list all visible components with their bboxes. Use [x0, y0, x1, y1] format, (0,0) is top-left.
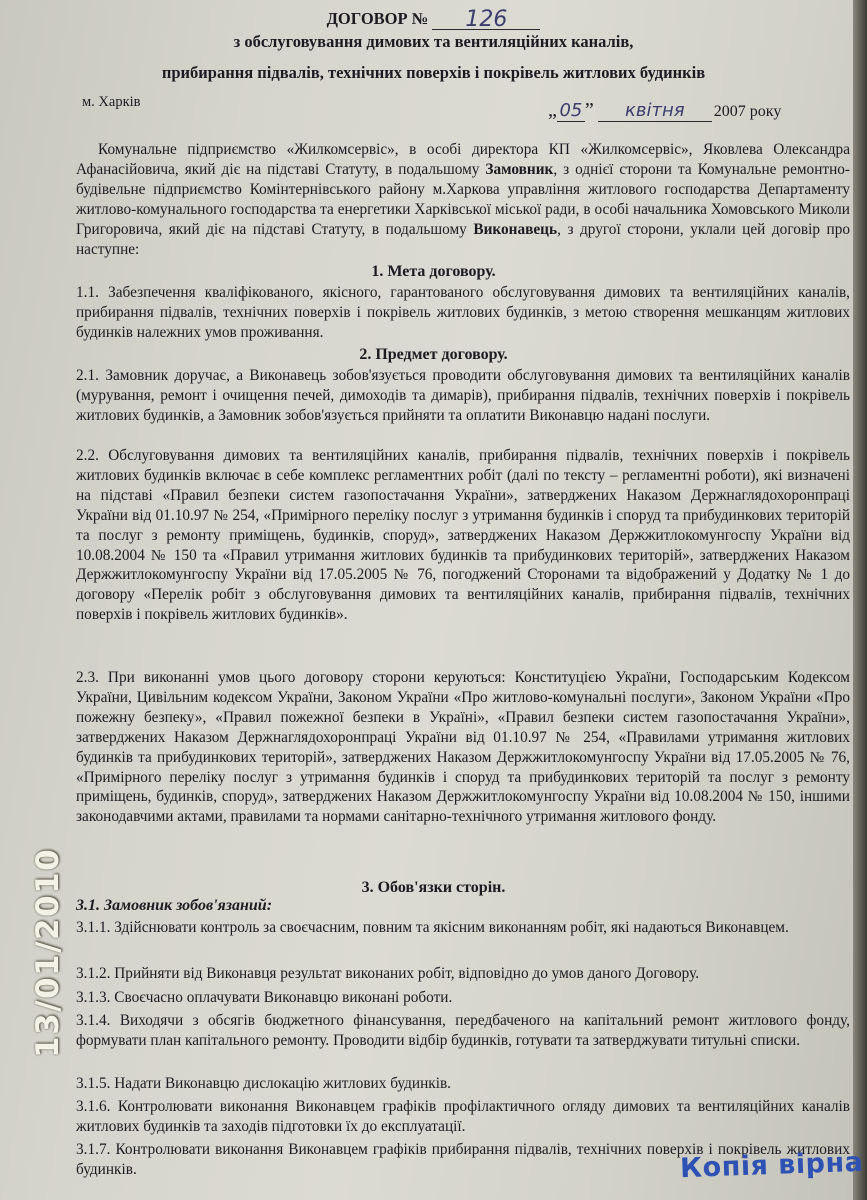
clause-3-1-1: 3.1.1. Здійснювати контроль за своєчасним, повним та якісним виконанням робіт, які надаються Виконавцем.: [76, 919, 789, 936]
clause-2-3: 2.3. При виконанні умов цього договору сторони керуються: Конституцією України, Господарським Кодексом України, Цивільним кодексом України, Законом України «Про житлово-комунальні послуги», Законом України «Про пожежну безпеку», «Правил пожежної безпеки в Україні», «Правил безпеки систем газопостачання України», затверджених Наказом Держнаглядохоронпраці України від 01.10.97 № 254, «Правилами утримання житлових будинків та прибудинкових територій», затверджених Наказом Держжитлокомунгоспу України від 17.05.2005 № 76, «Примірного переліку послуг з утримання будинків і споруд та прибудинкових територій та послуг з ремонту приміщень, будинків, споруд», затверджених Наказом Держжитлокомунгоспу України від 10.08.2004 № 150, іншими законодавчими актами, правилами та нормами санітарно-технічного утримання житлового фонду.: [76, 669, 850, 826]
contract-subtitle-1: з обслуговування димових та вентиляційних каналів,: [233, 32, 634, 51]
clause-3-1-4: 3.1.4. Виходячи з обсягів бюджетного фінансування, передбаченого на капітальний ремонт житлового фонду, формувати план капітального ремонту. Проводити відбір будинків, готувати та затверджувати титульні списки.: [76, 1012, 850, 1049]
date-day: 05: [557, 100, 585, 122]
clause-2-2: 2.2. Обслуговування димових та вентиляційних каналів, прибирання підвалів, технічних поверхів і покрівель житлових будинків включає в себе комплекс регламентних робіт (далі по тексту – регламентні роботи), які визначені на підставі «Правил безпеки систем газопостачання України», затверджених Наказом Держнаглядохоронпраці України від 01.10.97 № 254, «Примірного переліку послуг з утримання будинків і споруд та прибудинкових територій та послуг з ремонту приміщень, будинків, споруд», затверджених Наказом Держжитлокомунгоспу України від 10.08.2004 № 150 та «Правил утримання житлових будинків та прибудинкових територій», затверджених Наказом Держжитлокомунгоспу України від 17.05.2005 № 76, погоджений Сторонами та відображений у Додатку № 1 до договору «Перелік робіт з обслуговування димових та вентиляційних каналів, прибирання підвалів, технічних поверхів і покрівель житлових будинків».: [76, 447, 850, 624]
contract-subtitle-2: прибирання підвалів, технічних поверхів і покрівель житлових будинків: [161, 63, 706, 82]
clause-3-1-6: 3.1.6. Контролювати виконання Виконавцем графіків профілактичного огляду димових та вентиляційних каналів житлових будинків та заходів підготовки їх до експлуатації.: [76, 1098, 850, 1135]
contractor-term: Виконавець: [473, 220, 558, 238]
section-3-heading: 3. Обов'язки сторін.: [361, 879, 506, 896]
clause-3-1-3: 3.1.3. Своєчасно оплачувати Виконавцю виконані роботи.: [76, 989, 453, 1006]
date-year: 2007 року: [713, 103, 782, 120]
subsection-3-1: 3.1. Замовник зобов'язаний:: [76, 897, 273, 914]
binding-edge: [853, 0, 867, 1200]
section-1-heading: 1. Мета договору.: [371, 263, 496, 280]
photo-date-stamp: 13/01/2010: [30, 847, 66, 1058]
customer-term: Замовник: [485, 160, 554, 178]
contract-date: „ 05 ” квітня 2007 року: [548, 99, 782, 121]
clause-1-1: 1.1. Забезпечення кваліфікованого, якісного, гарантованого обслуговування димових та вентиляційних каналів, прибирання підвалів, технічних поверхів і покрівель житлових будинків, з метою створення мешканцям житлових будинків належних умов проживання.: [76, 284, 850, 341]
section-2-heading: 2. Предмет договору.: [359, 346, 508, 363]
certified-copy-stamp: Копія вірна: [679, 1146, 864, 1185]
preamble: Комунальне підприємство «Жилкомсервіс», в особі директора КП «Жилкомсервіс», Яковлева Олександра Афанасійовича, який діє на підставі Статуту, в подальшому Замовник, з однієї сторони та Комунальне ремонтно-будівельне підприємство Комінтернівського району м.Харкова управління житлового господарства Департаменту житлово-комунального господарства та енергетики Харківської міської ради, в особі начальника Хомовського Миколи Григоровича, який діє на підставі Статуту, в подальшому Виконавець, з другої сторони, уклали цей договір про наступне:: [76, 141, 851, 258]
clause-2-1: 2.1. Замовник доручає, а Виконавець зобов'язується проводити обслуговування димових та вентиляційних каналів (мурування, ремонт і очищення печей, димоходів та димарів), прибирання підвалів, технічних поверхів і покрівель житлових будинків, а Замовник зобов'язується прийняти та оплатити Виконавцю надані послуги.: [76, 367, 850, 424]
clause-3-1-2: 3.1.2. Прийняти від Виконавця результат виконаних робіт, відповідно до умов даного Договору.: [76, 965, 700, 982]
clause-3-1-7: 3.1.7. Контролювати виконання Виконавцем графіків прибирання підвалів, технічних поверхів і покрівель житлових будинків.: [76, 1141, 850, 1178]
contract-number: 126: [432, 11, 540, 30]
clause-3-1-5: 3.1.5. Надати Виконавцю дислокацію житлових будинків.: [76, 1075, 451, 1092]
contract-title: ДОГОВОР № 126: [0, 9, 867, 30]
date-month: квітня: [598, 100, 712, 122]
place: м. Харків: [82, 94, 141, 110]
